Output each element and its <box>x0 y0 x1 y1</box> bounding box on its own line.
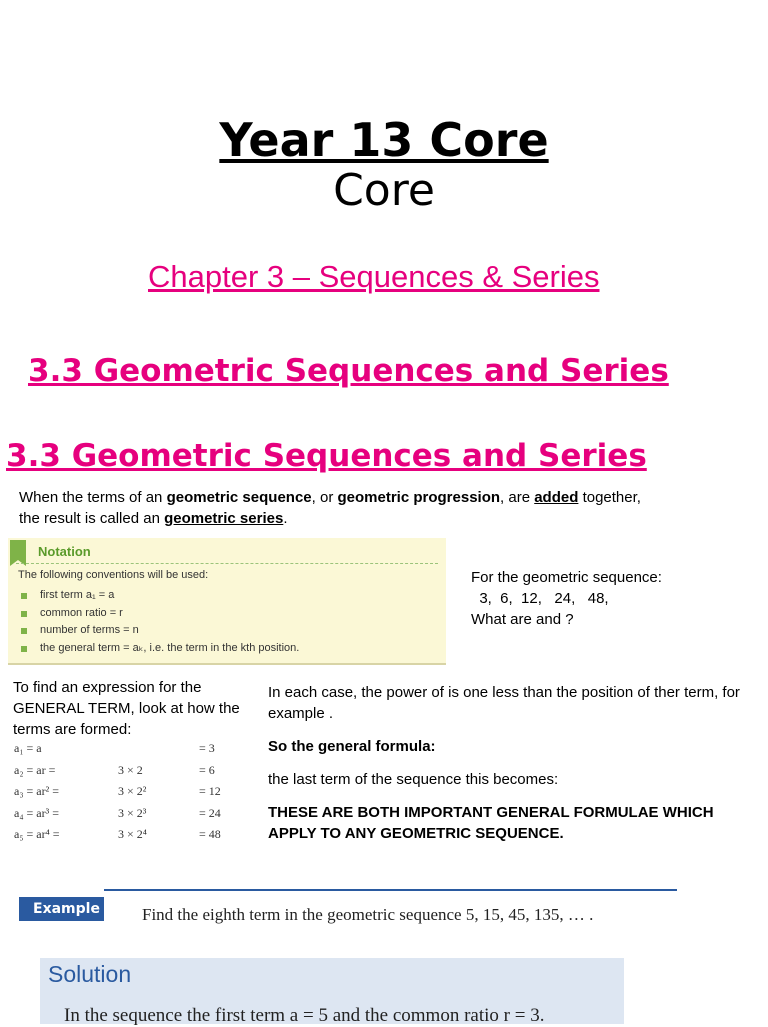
notation-item: common ratio = r <box>18 605 299 623</box>
general-formula-explanation <box>268 682 758 844</box>
last-term-text: the last term of the sequence this becomes: <box>268 771 559 788</box>
notation-heading: Notation <box>38 544 91 559</box>
important-note: THESE ARE BOTH IMPORTANT GENERAL FORMULAE WHICH APPLY TO ANY GEOMETRIC SEQUENCE. <box>268 804 714 842</box>
sequence-values: 3, 6, 12, 24, 48, <box>471 590 609 607</box>
page-subtitle: Core <box>333 165 435 216</box>
table-row: a₃ = ar² = 3 × 2² = 12 <box>14 784 221 798</box>
notation-divider <box>16 563 438 564</box>
notation-bookmark-icon <box>10 540 26 560</box>
chapter-heading: Chapter 3 – Sequences & Series <box>148 259 600 294</box>
table-row: a₄ = ar³ = 3 × 2³ = 24 <box>14 805 221 820</box>
question-line: What are and ? <box>471 611 574 628</box>
page-title: Year 13 Core <box>219 113 549 167</box>
notation-item: first term a₁ = a <box>18 587 299 605</box>
general-formula-label: So the general formula: <box>268 738 436 755</box>
table-row: a₂ = ar = 3 × 2 = 6 <box>14 762 215 777</box>
example-label: Example <box>19 897 104 921</box>
notation-box <box>8 538 446 665</box>
solution-text: In the sequence the first term a = 5 and the common ratio r = 3. <box>64 1005 545 1026</box>
section-heading-1: 3.3 Geometric Sequences and Series <box>28 353 669 389</box>
notation-item: number of terms = n <box>18 622 299 640</box>
solution-label: Solution <box>48 961 132 987</box>
table-row: a₁ = a = 3 <box>14 741 215 755</box>
notation-item: the general term = aₖ, i.e. the term in the kth position. <box>18 640 299 658</box>
general-term-text: To find an expression for the GENERAL TERM, look at how the terms are formed: <box>13 679 240 738</box>
question-line: For the geometric sequence: <box>471 569 662 586</box>
notation-list <box>18 587 299 657</box>
geometric-sequence-question <box>471 567 662 630</box>
example-question: Find the eighth term in the geometric sequence 5, 15, 45, 135, … . <box>142 905 594 924</box>
example-divider <box>104 889 677 891</box>
intro-paragraph: When the terms of an geometric sequence, or geometric progression, are added together, the result is called an geometric series. <box>19 489 641 527</box>
notation-intro: The following conventions will be used: <box>18 569 209 581</box>
explanation-text: In each case, the power of is one less than the position of ther term, for example . <box>268 684 740 722</box>
section-heading-2: 3.3 Geometric Sequences and Series <box>6 438 647 474</box>
terms-table <box>14 741 234 849</box>
table-row: a₅ = ar⁴ = 3 × 2⁴ = 48 <box>14 827 221 841</box>
